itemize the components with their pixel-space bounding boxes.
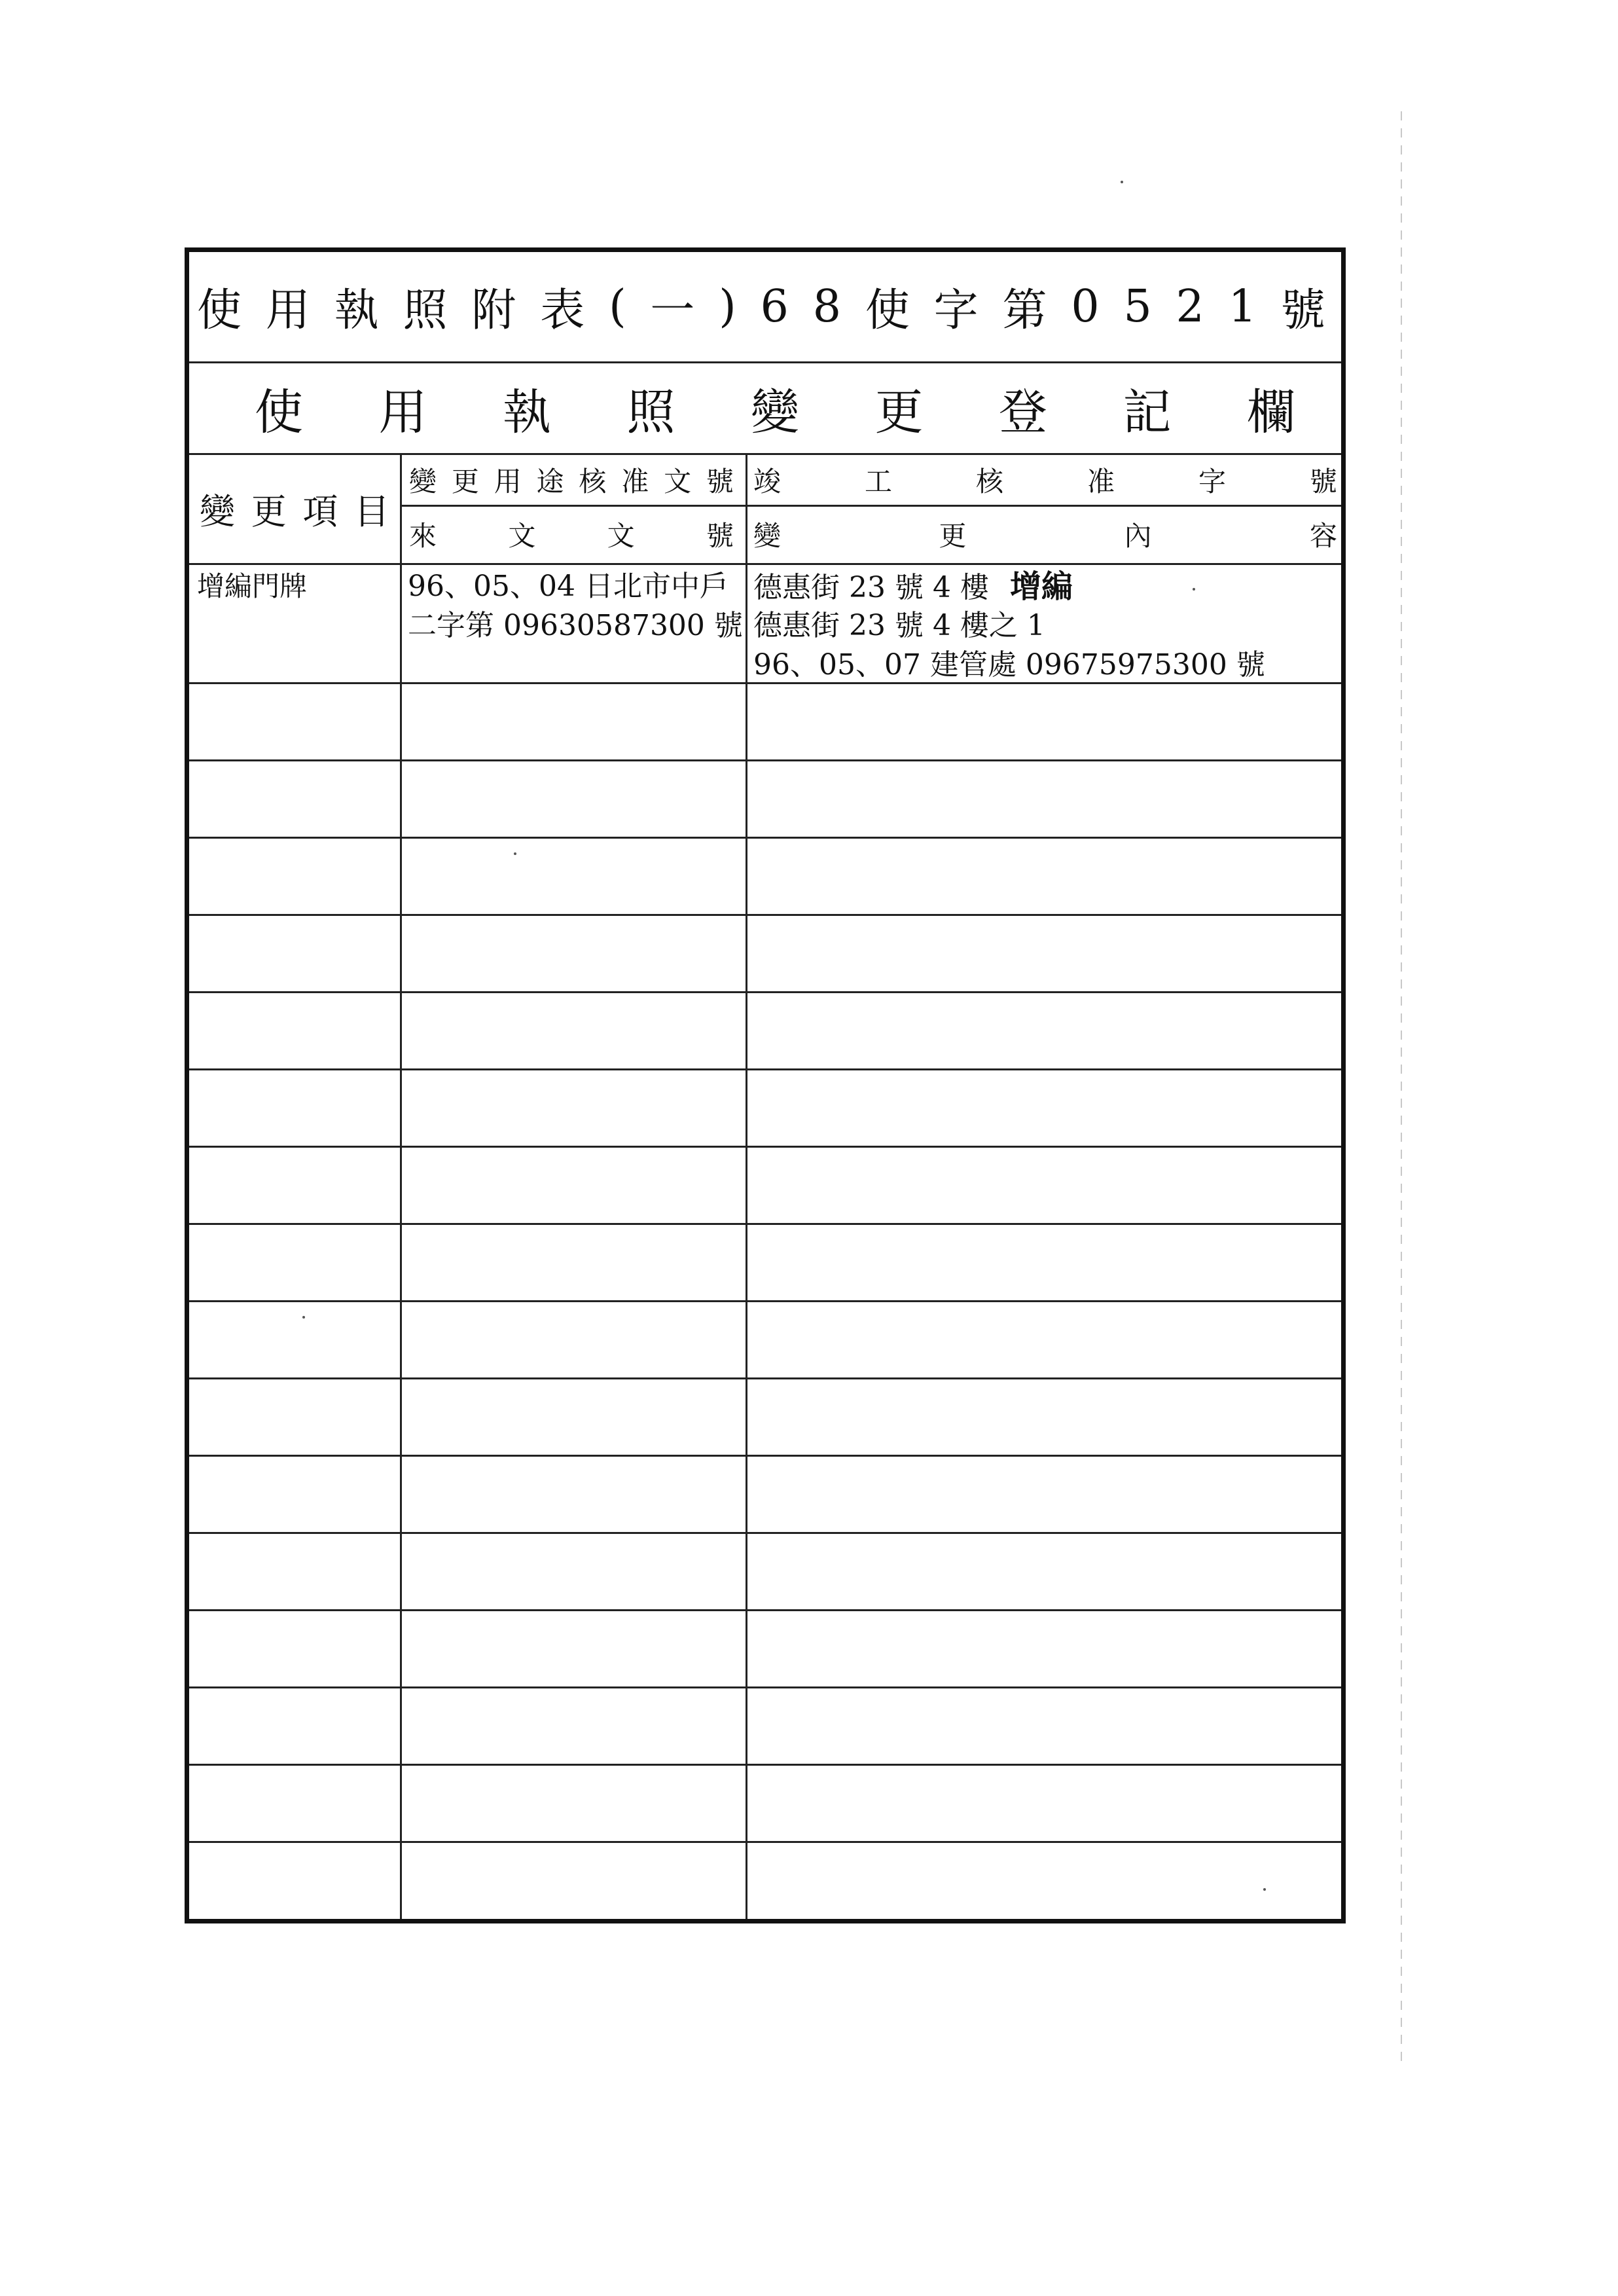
row-divider	[189, 1764, 1341, 1766]
row-divider	[189, 1300, 1341, 1302]
header-completion-approval-no	[751, 455, 1340, 504]
section-char: 更	[874, 384, 924, 441]
doc-no-line-2: 二字第 09630587300 號	[408, 609, 743, 642]
title-char: 6	[760, 281, 790, 333]
header-incoming-doc-no	[405, 507, 738, 561]
header-char: 更	[251, 491, 287, 532]
header-char: 更	[939, 520, 967, 552]
header-char: 竣	[753, 465, 782, 498]
header-char: 變	[200, 491, 235, 532]
header-char: 來	[409, 520, 437, 552]
row-divider	[189, 563, 1341, 565]
section-char: 執	[503, 384, 551, 441]
header-change-item	[194, 455, 395, 563]
title-char: )	[719, 281, 738, 333]
row-divider	[189, 837, 1341, 839]
section-char: 用	[378, 384, 427, 441]
title-char: 執	[334, 285, 380, 337]
row-divider	[189, 914, 1341, 916]
header-char: 工	[864, 465, 892, 498]
row-divider	[189, 1377, 1341, 1379]
title-char: 使	[197, 285, 243, 337]
row-divider	[189, 1841, 1341, 1843]
header-char: 准	[621, 465, 649, 498]
change-item-value: 增編門牌	[197, 570, 308, 602]
section-char: 變	[751, 384, 799, 441]
header-char: 變	[753, 520, 782, 552]
scan-edge-mark	[1401, 111, 1402, 2062]
title-char: 號	[1280, 285, 1327, 337]
row-divider	[189, 1686, 1341, 1688]
doc-no-line-1: 96、05、04 日北市中戶	[408, 570, 728, 603]
title-char: 1	[1228, 281, 1258, 333]
header-char: 核	[975, 465, 1003, 498]
column-divider	[400, 455, 402, 1919]
section-char: 登	[999, 384, 1047, 441]
header-char: 變	[409, 465, 437, 498]
title-char: 用	[265, 285, 312, 337]
header-char: 途	[536, 465, 564, 498]
title-char: 8	[812, 281, 842, 333]
title-char: 一	[650, 285, 696, 337]
section-char: 記	[1123, 384, 1172, 441]
row-divider	[189, 1146, 1341, 1148]
title-char: 照	[403, 285, 449, 337]
header-char: 號	[706, 520, 734, 552]
title-char: 使	[865, 285, 911, 337]
header-char: 內	[1124, 520, 1152, 552]
header-char: 字	[1198, 465, 1226, 498]
row-divider	[189, 1609, 1341, 1611]
header-char: 號	[706, 465, 734, 498]
header-divider	[400, 505, 1341, 507]
header-char: 號	[1309, 465, 1337, 498]
title-char: 0	[1071, 281, 1101, 333]
section-char: 使	[255, 384, 303, 441]
title-char: 附	[471, 285, 518, 337]
title-char: 2	[1176, 281, 1206, 333]
row-divider	[189, 1223, 1341, 1225]
section-heading	[189, 363, 1341, 455]
title-char: (	[609, 281, 628, 333]
section-char: 照	[626, 384, 675, 441]
header-char: 核	[579, 465, 607, 498]
title-char: 第	[1002, 285, 1049, 337]
scan-speck	[1121, 181, 1123, 183]
header-change-content	[751, 507, 1340, 561]
added-number-label: 增編	[1009, 568, 1073, 605]
change-content-line-1	[753, 568, 1073, 607]
header-char: 項	[302, 491, 338, 532]
row-divider	[189, 1532, 1341, 1534]
header-char: 准	[1087, 465, 1115, 498]
header-char: 容	[1309, 520, 1337, 552]
title-char: 表	[540, 285, 586, 337]
row-divider	[189, 1455, 1341, 1457]
header-char: 文	[508, 520, 536, 552]
form-title	[189, 252, 1341, 363]
row-divider	[189, 759, 1341, 761]
license-change-form	[185, 247, 1346, 1923]
column-divider	[746, 455, 747, 1919]
header-char: 目	[353, 491, 389, 532]
header-char: 用	[494, 465, 522, 498]
title-char: 字	[933, 285, 980, 337]
section-char: 欄	[1247, 384, 1295, 441]
row-divider	[189, 1068, 1341, 1070]
header-char: 文	[607, 520, 635, 552]
address-text: 德惠街 23 號 4 樓	[753, 571, 989, 604]
header-char: 文	[664, 465, 692, 498]
change-content-line-2: 德惠街 23 號 4 樓之 1	[753, 609, 1045, 642]
header-use-approval-no	[405, 455, 738, 504]
header-char: 更	[451, 465, 479, 498]
title-char: 5	[1123, 281, 1153, 333]
row-divider	[189, 991, 1341, 993]
change-content-line-3: 96、05、07 建管處 09675975300 號	[753, 648, 1265, 682]
